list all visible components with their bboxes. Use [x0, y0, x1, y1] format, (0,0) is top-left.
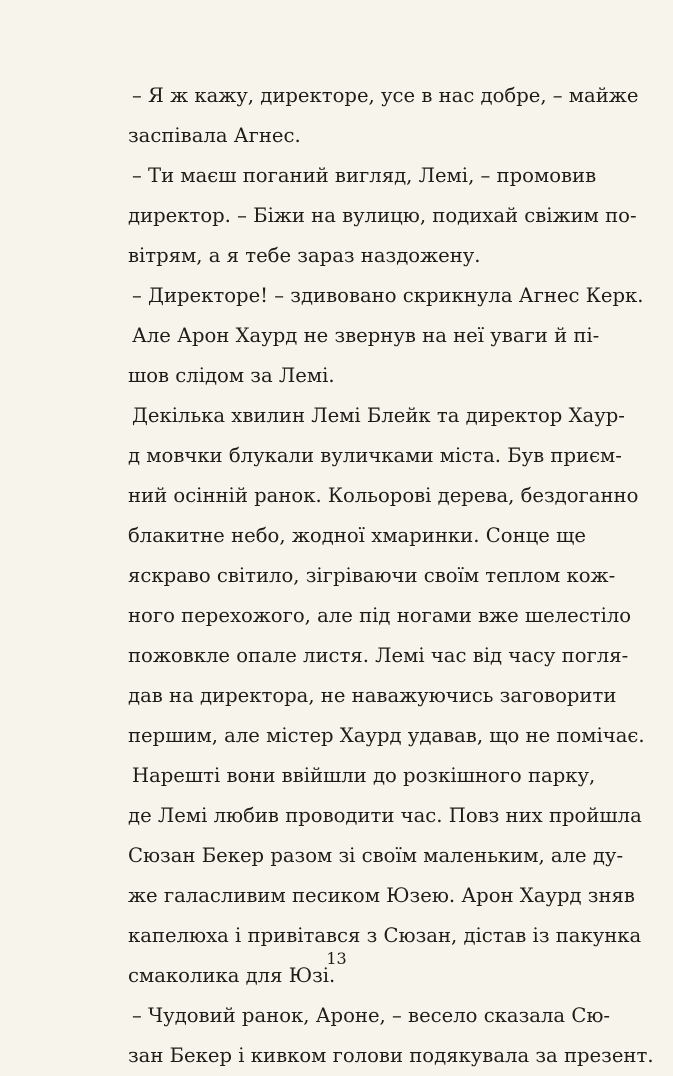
text-line: д мовчки блукали вуличками міста. Був приєм-	[128, 444, 622, 467]
text-line: Сюзан Бекер разом зі своїм маленьким, але ду-	[128, 844, 624, 867]
text-line: заспівала Агнес.	[128, 124, 301, 147]
text-line: капелюха і привітався з Сюзан, дістав із пакунка	[128, 924, 642, 947]
text-line: Декілька хвилин Лемі Блейк та директор Хаур-	[132, 404, 625, 427]
text-line: Але Арон Хаурд не звернув на неї уваги й пі-	[132, 324, 600, 347]
text-line: – Директоре! – здивовано скрикнула Агнес Керк.	[132, 284, 644, 307]
text-line: ного перехожого, але під ногами вже шелестіло	[128, 604, 632, 627]
text-line: пожовкле опале листя. Лемі час від часу погля-	[128, 644, 629, 667]
text-line: блакитне небо, жодної хмаринки. Сонце ще	[128, 524, 586, 547]
text-line: – Я ж кажу, директоре, усе в нас добре, – майже	[132, 84, 639, 107]
text-line: зан Бекер і кивком голови подякувала за презент.	[128, 1044, 654, 1067]
text-line: шов слідом за Лемі.	[128, 364, 335, 387]
text-line: яскраво світило, зігріваючи своїм теплом кож-	[128, 564, 616, 587]
text-line: директор. – Біжи на вулицю, подихай свіжим по-	[128, 204, 637, 227]
text-line: першим, але містер Хаурд удавав, що не помічає.	[128, 724, 645, 747]
text-line: Нарешті вони ввійшли до розкішного парку,	[132, 764, 596, 787]
text-line: дав на директора, не наважуючись заговорити	[128, 684, 617, 707]
text-line: же галасливим песиком Юзею. Арон Хаурд зняв	[128, 884, 635, 907]
page-text	[128, 76, 654, 1076]
page-number: 13	[326, 949, 347, 968]
text-line: смаколика для Юзі.	[128, 964, 336, 987]
text-line: вітрям, а я тебе зараз наздожену.	[128, 244, 481, 267]
text-line: – Чудовий ранок, Ароне, – весело сказала Сю-	[132, 1004, 610, 1027]
text-line: ний осінній ранок. Кольорові дерева, бездоганно	[128, 484, 639, 507]
text-line: де Лемі любив проводити час. Повз них пройшла	[128, 804, 642, 827]
text-line: – Ти маєш поганий вигляд, Лемі, – промовив	[132, 164, 597, 187]
